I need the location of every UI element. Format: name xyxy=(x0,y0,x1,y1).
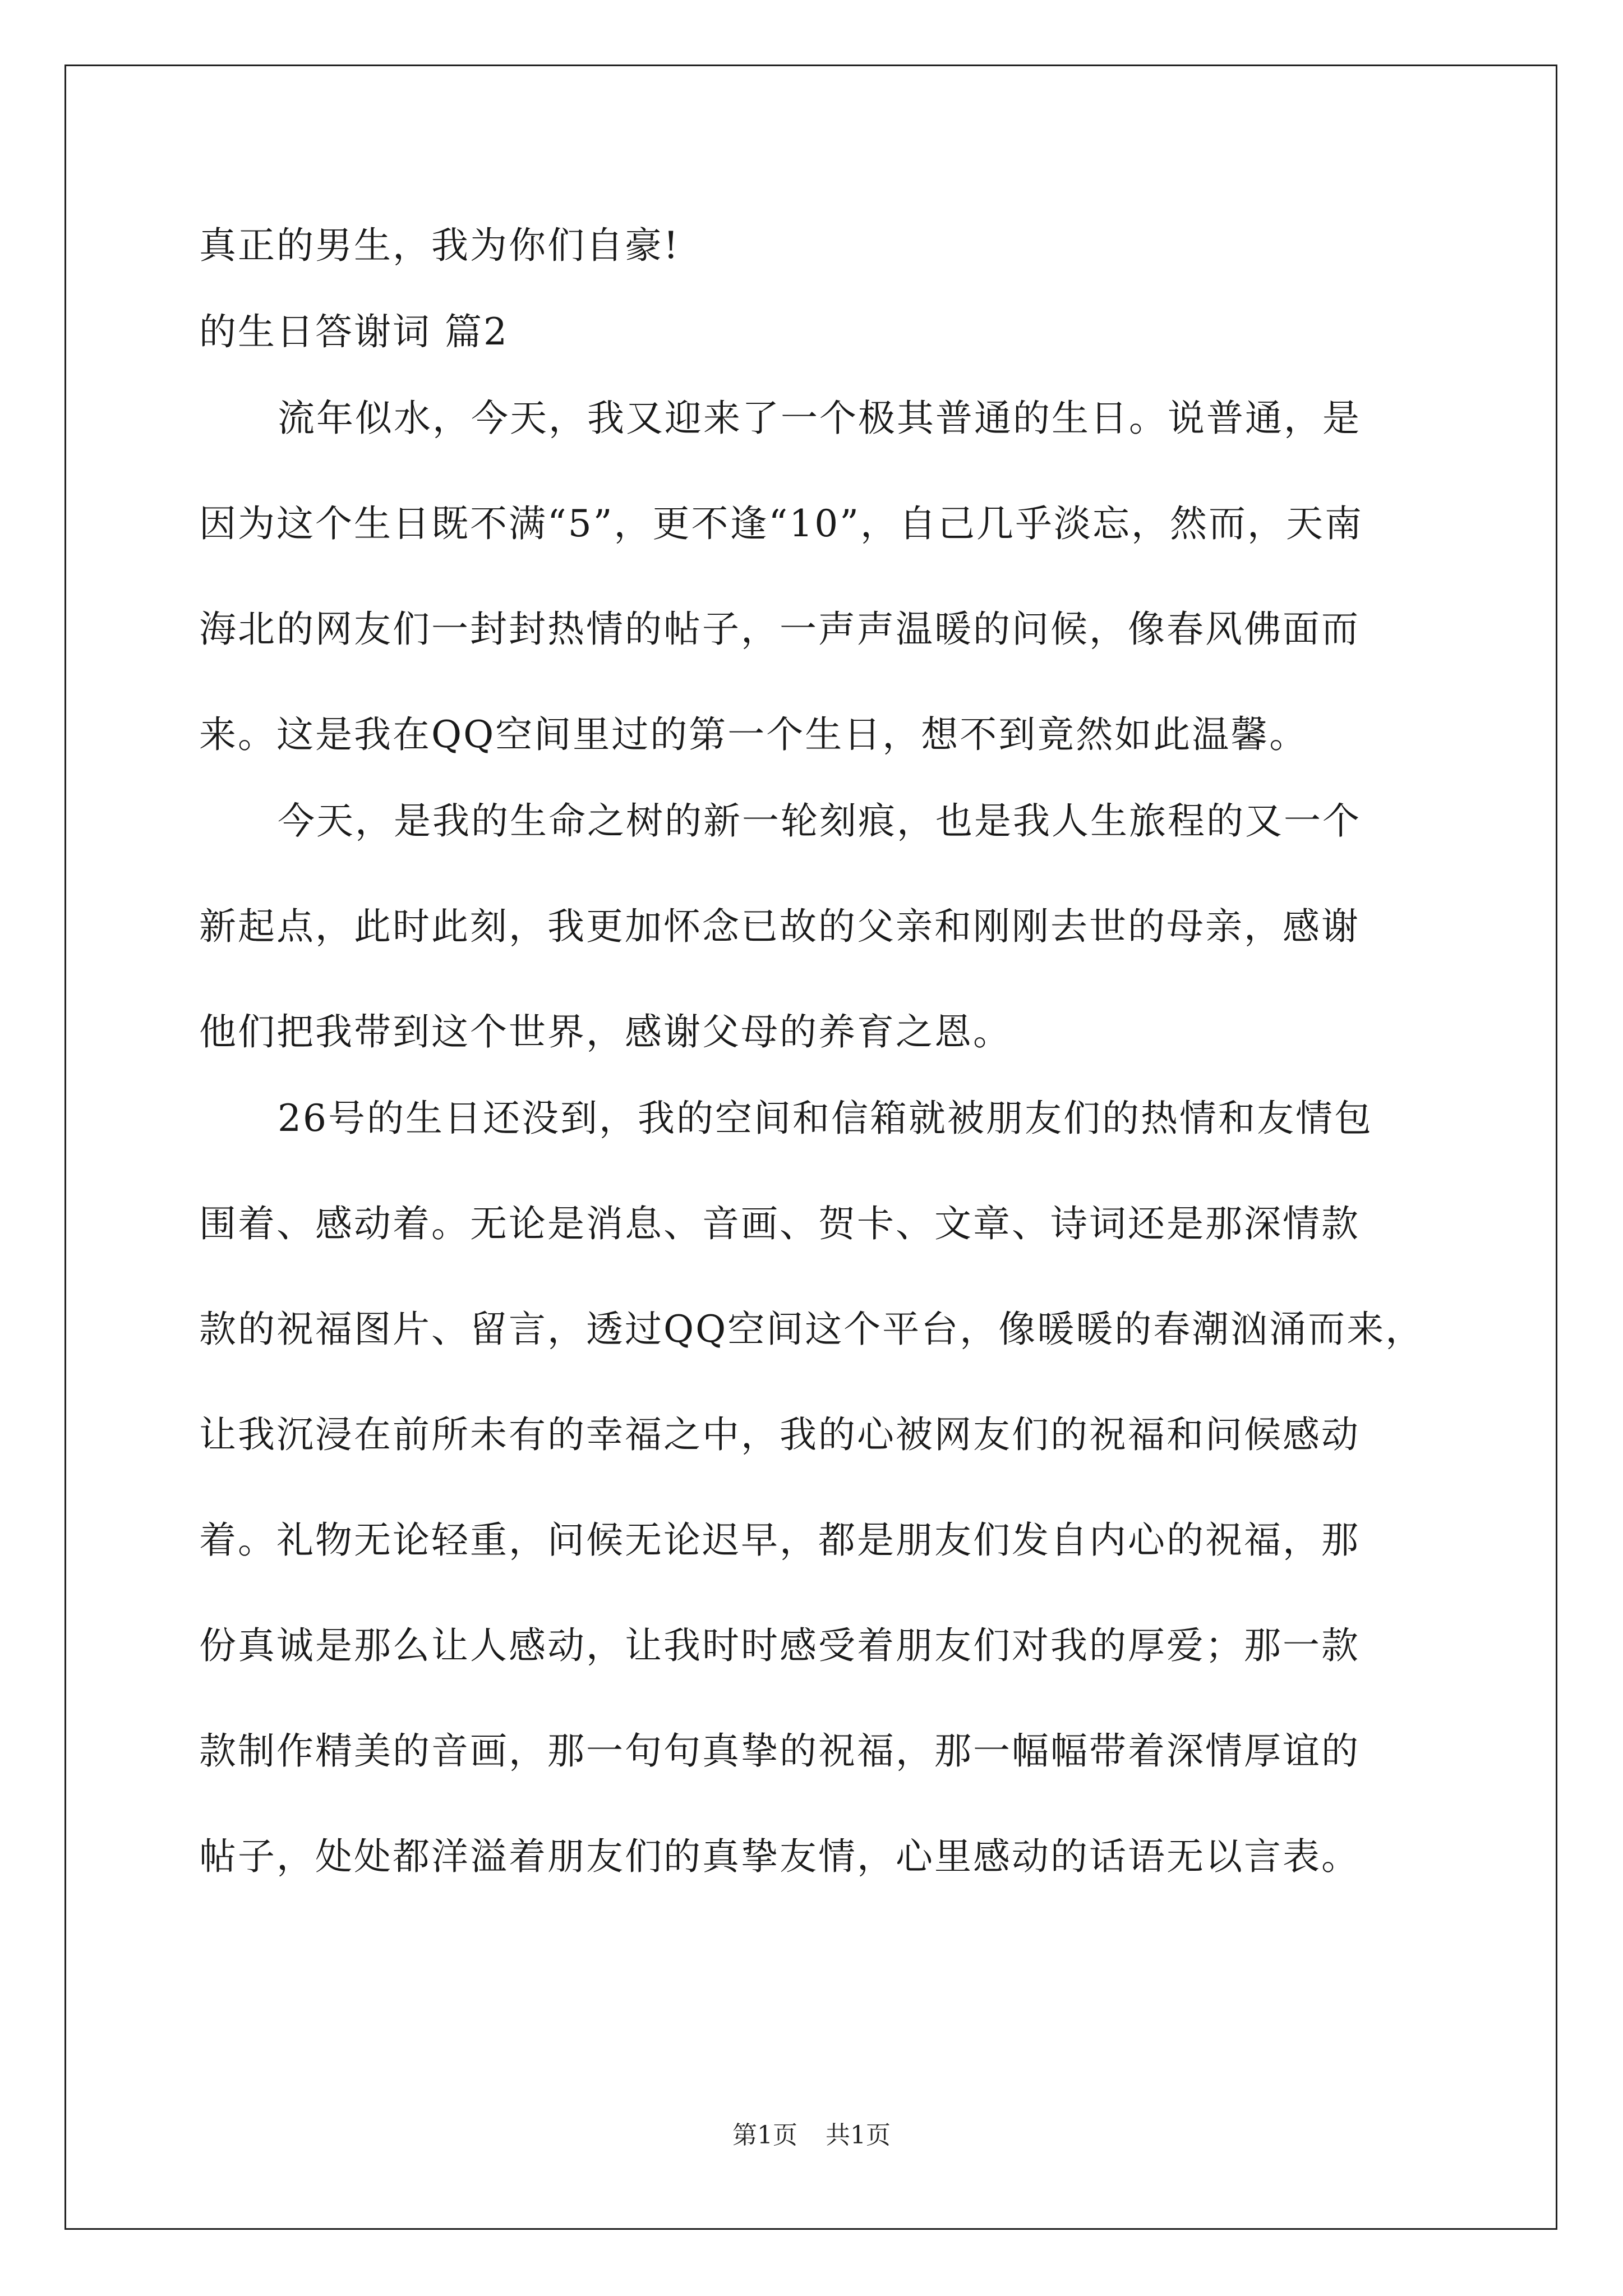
paragraph-1 xyxy=(199,392,1433,762)
paragraph-3 xyxy=(199,1092,1433,1884)
paragraph-line: 款制作精美的音画，那一句句真挚的祝福，那一幅幅带着深情厚谊的 xyxy=(199,1729,1360,1773)
paragraph-line: 他们把我带到这个世界，感谢父母的养育之恩。 xyxy=(199,1010,1012,1053)
paragraph-line: 海北的网友们一封封热情的帖子，一声声温暖的问候，像春风佛面而 xyxy=(199,608,1360,651)
paragraph-line: 今天，是我的生命之树的新一轮刻痕，也是我人生旅程的又一个 xyxy=(278,799,1361,843)
paragraph-line: 来。这是我在QQ空间里过的第一个生日，想不到竟然如此温馨。 xyxy=(199,713,1308,756)
paragraph-line: 着。礼物无论轻重，问候无论迟早，都是朋友们发自内心的祝福，那 xyxy=(199,1519,1360,1562)
paragraph-line: 让我沉浸在前所未有的幸福之中，我的心被网友们的祝福和问候感动 xyxy=(199,1413,1360,1456)
intro-line: 真正的男生，我为你们自豪! xyxy=(199,224,680,267)
paragraph-2 xyxy=(199,794,1433,1059)
paragraph-line: 围着、感动着。无论是消息、音画、贺卡、文章、诗词还是那深情款 xyxy=(199,1202,1360,1245)
document-body xyxy=(199,219,1433,1916)
page-footer xyxy=(0,2115,1623,2151)
paragraph-line: 帖子，处处都洋溢着朋友们的真挚友情，心里感动的话语无以言表。 xyxy=(199,1835,1360,1878)
paragraph-line: 款的祝福图片、留言，透过QQ空间这个平台，像暖暖的春潮汹涌而来， xyxy=(199,1308,1424,1351)
page-number: 第1页 xyxy=(732,2121,797,2150)
paragraph-line: 新起点，此时此刻，我更加怀念已故的父亲和刚刚去世的母亲，感谢 xyxy=(199,905,1360,948)
paragraph-line: 因为这个生日既不满“5”，更不逢“10”，自己几乎淡忘，然而，天南 xyxy=(199,502,1363,545)
page-total: 共1页 xyxy=(826,2121,891,2150)
paragraph-line: 流年似水，今天，我又迎来了一个极其普通的生日。说普通，是 xyxy=(278,397,1361,440)
paragraph-line: 26号的生日还没到，我的空间和信箱就被朋友们的热情和友情包 xyxy=(278,1097,1373,1140)
paragraph-line: 份真诚是那么让人感动，让我时时感受着朋友们对我的厚爱；那一款 xyxy=(199,1624,1360,1667)
section-heading: 的生日答谢词 篇2 xyxy=(199,310,509,353)
